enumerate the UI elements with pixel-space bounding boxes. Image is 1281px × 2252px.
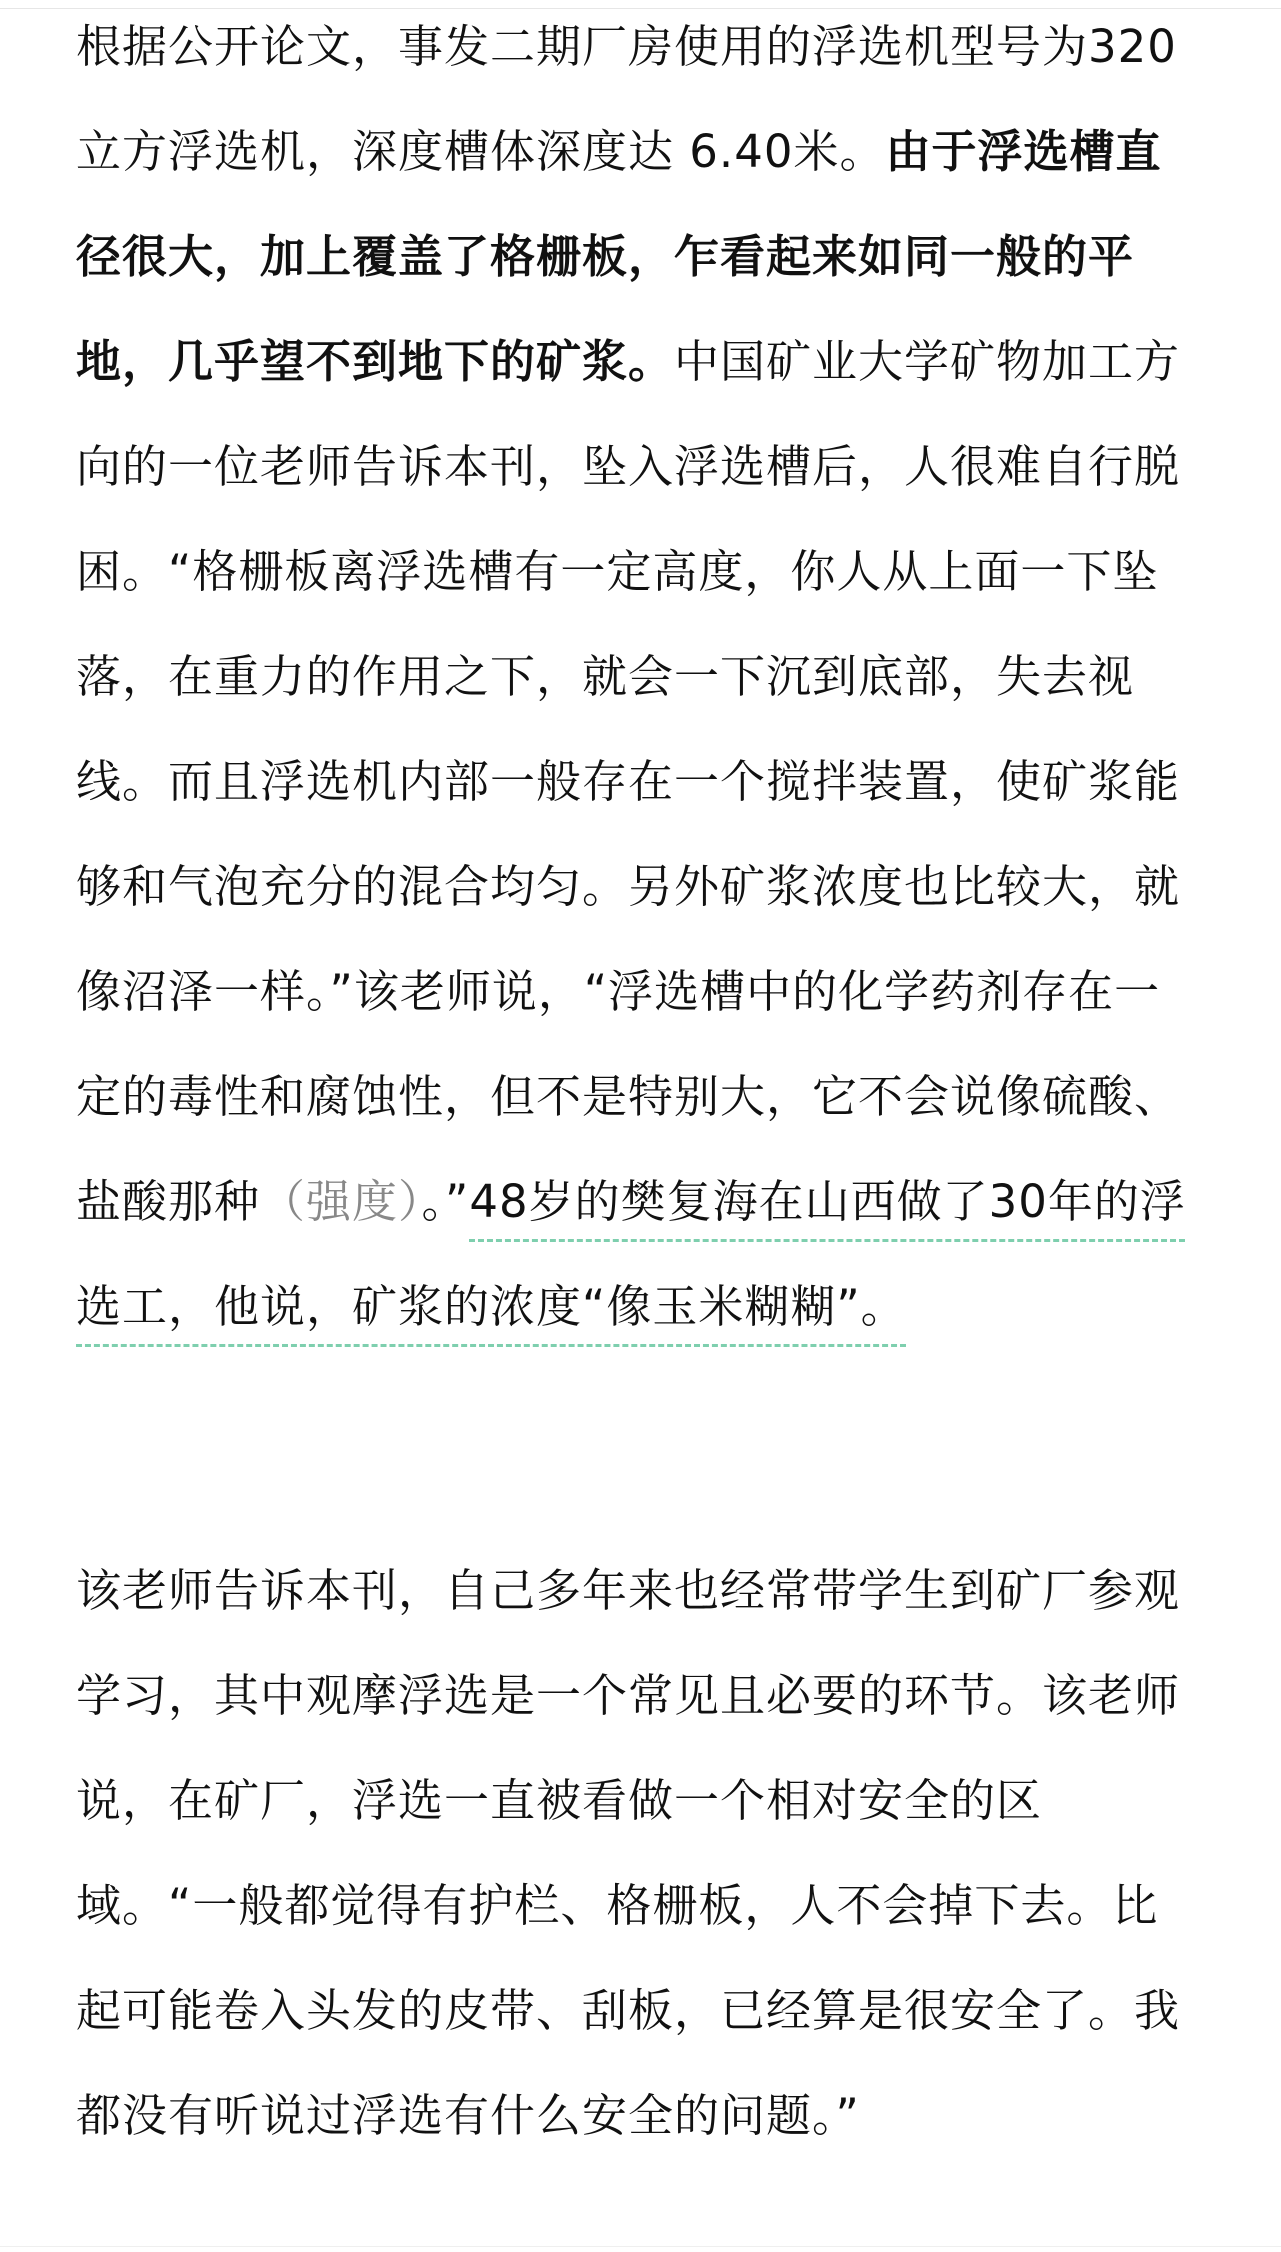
paragraph-1-text-middle: 中国矿业大学矿物加工方向的一位老师告诉本刊，坠入浮选槽后，人很难自行脱困。“格栅板离浮选槽有一定高度，你人从上面一下坠落，在重力的作用之下，就会一下沉到底部，失去视线。而且浮选机内部一般存在一个搅拌装置，使矿浆能够和气泡充分的混合均匀。另外矿浆浓度也比较大，就像沼泽一样。”该老师说，“浮选槽中的化学药剂存在一定的毒性和腐蚀性，但不是特别大，它不会说像硫酸、盐酸那种 (76, 335, 1181, 1228)
paragraph-1-aside: （强度） (260, 1175, 422, 1228)
paragraph-1-bold-text: 由于浮选槽直径很大，加上覆盖了格栅板，乍看起来如同一般的平地，几乎望不到地下的矿浆。 (76, 125, 1162, 388)
article-paragraph-2: 该老师告诉本刊，自己多年来也经常带学生到矿厂参观学习，其中观摩浮选是一个常见且必要的环节。该老师说，在矿厂，浮选一直被看做一个相对安全的区域。“一般都觉得有护栏、格栅板，人不会掉下去。比起可能卷入头发的皮带、刮板，已经算是很安全了。我都没有听说过浮选有什么安全的问题。” (76, 1564, 1181, 2142)
paragraph-1-underlined-text[interactable]: 48岁的樊复海在山西做了30年的浮选工，他说，矿浆的浓度“像玉米糊糊”。 (76, 1175, 1186, 1333)
bottom-divider (0, 2246, 1281, 2247)
article-paragraph-1 (76, 0, 1196, 1359)
paragraph-1-text-start: 根据公开论文，事发二期厂房使用的浮选机型号为320立方浮选机，深度槽体深度达 6.40米。 (76, 20, 1177, 178)
paragraph-1-quote-close: 。” (421, 1175, 470, 1228)
